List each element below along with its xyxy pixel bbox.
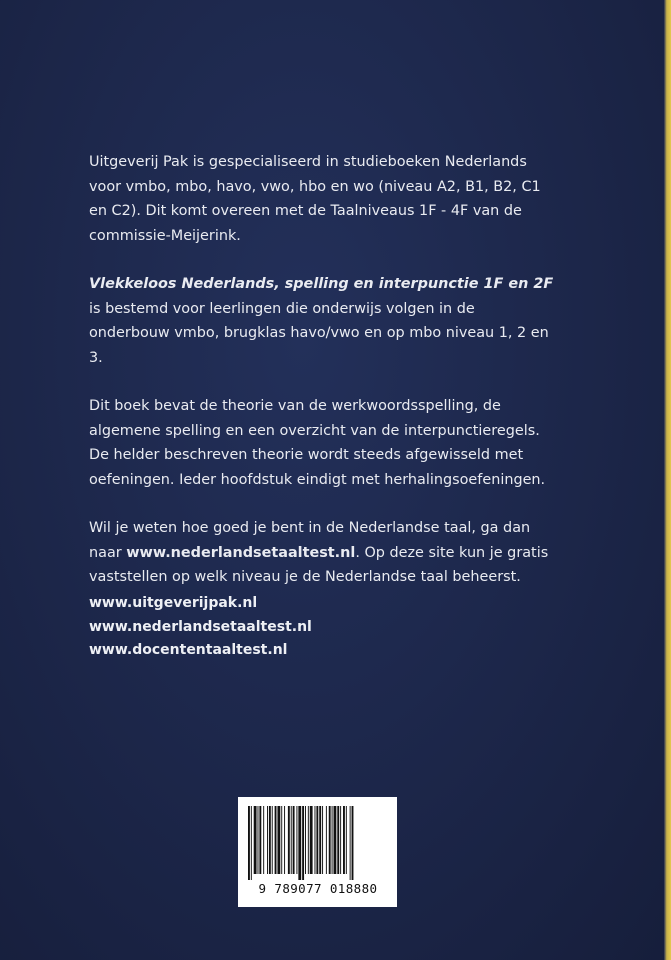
- barcode-bar: [281, 806, 282, 874]
- barcode-bar: [315, 806, 316, 874]
- book-title: Vlekkeloos Nederlands, spelling en interpunctie 1F en 2F: [89, 276, 554, 292]
- barcode-bar: [275, 806, 277, 874]
- barcode-bar: [269, 806, 271, 874]
- barcode-bar: [346, 806, 347, 874]
- barcode-bar: [254, 806, 257, 874]
- website-links: [89, 592, 312, 663]
- barcode-bar: [334, 806, 337, 874]
- test-text-before: Wil je weten hoe goed je bent in de Nederlandse taal, ga dan naar: [89, 520, 531, 561]
- barcode-bar: [350, 806, 351, 880]
- barcode-bar: [293, 806, 295, 874]
- audience-text: is bestemd voor leerlingen die onderwijs volgen in de onderbouw vmbo, brugklas havo/vwo en op mbo niveau 1, 2 en 3.: [89, 300, 549, 366]
- description-text: [89, 150, 559, 614]
- barcode-bar: [248, 806, 250, 880]
- barcode-bar: [263, 806, 264, 874]
- barcode-bar: [258, 806, 259, 874]
- barcode-bar: [326, 806, 327, 874]
- website-link-docententaaltest: www.docententaaltest.nl: [89, 642, 288, 658]
- isbn-barcode: [238, 797, 397, 907]
- barcode-bar: [277, 806, 280, 874]
- barcode-bar: [298, 806, 301, 880]
- barcode-bar: [329, 806, 331, 874]
- barcode-bar: [337, 806, 339, 874]
- contents-paragraph: Dit boek bevat de theorie van de werkwoordsspelling, de algemene spelling en een overzicht van de interpunctieregels. De helder beschreven theorie wordt steeds afgewisseld met oefeningen. Ieder hoofdstuk eindigt met herhalingsoefeningen.: [89, 398, 546, 488]
- barcode-bar: [352, 806, 354, 880]
- barcode-number: 9 789077 018880: [258, 881, 378, 896]
- barcode-bar: [305, 806, 306, 874]
- barcode-bar: [284, 806, 285, 874]
- spine-edge: [664, 0, 671, 960]
- barcode-bar: [296, 806, 297, 874]
- barcode-bar: [316, 806, 318, 874]
- barcode-bar: [340, 806, 341, 874]
- website-link-uitgeverijpak: www.uitgeverijpak.nl: [89, 595, 258, 611]
- barcode-bar: [319, 806, 321, 874]
- barcode-bar: [259, 806, 261, 874]
- barcode-bar: [332, 806, 333, 874]
- test-site-link: www.nederlandsetaaltest.nl: [126, 544, 356, 561]
- barcode-bars: [246, 806, 389, 880]
- barcode-bar: [272, 806, 273, 874]
- barcode-bar: [310, 806, 313, 874]
- book-title-paragraph: [89, 272, 559, 370]
- website-link-nederlandsetaaltest: www.nederlandsetaaltest.nl: [89, 618, 312, 635]
- barcode-bar: [267, 806, 268, 874]
- test-paragraph: [89, 516, 559, 590]
- barcode-bar: [291, 806, 292, 874]
- barcode-bar: [322, 806, 323, 874]
- publisher-paragraph: Uitgeverij Pak is gespecialiseerd in studieboeken Nederlands voor vmbo, mbo, havo, vwo, hbo en wo (niveau A2, B1, B2, C1 en C2). Dit komt overeen met de Taalniveaus 1F - 4F van de commissie-Meijerink.: [89, 154, 541, 244]
- test-text-after: . Op deze site kun je gratis vaststellen op welk niveau je de Nederlandse taal beheerst.: [89, 544, 549, 585]
- barcode-bar: [302, 806, 304, 880]
- barcode-bar: [308, 806, 309, 874]
- barcode-bar: [288, 806, 290, 874]
- barcode-bar: [251, 806, 252, 880]
- barcode-bar: [343, 806, 345, 874]
